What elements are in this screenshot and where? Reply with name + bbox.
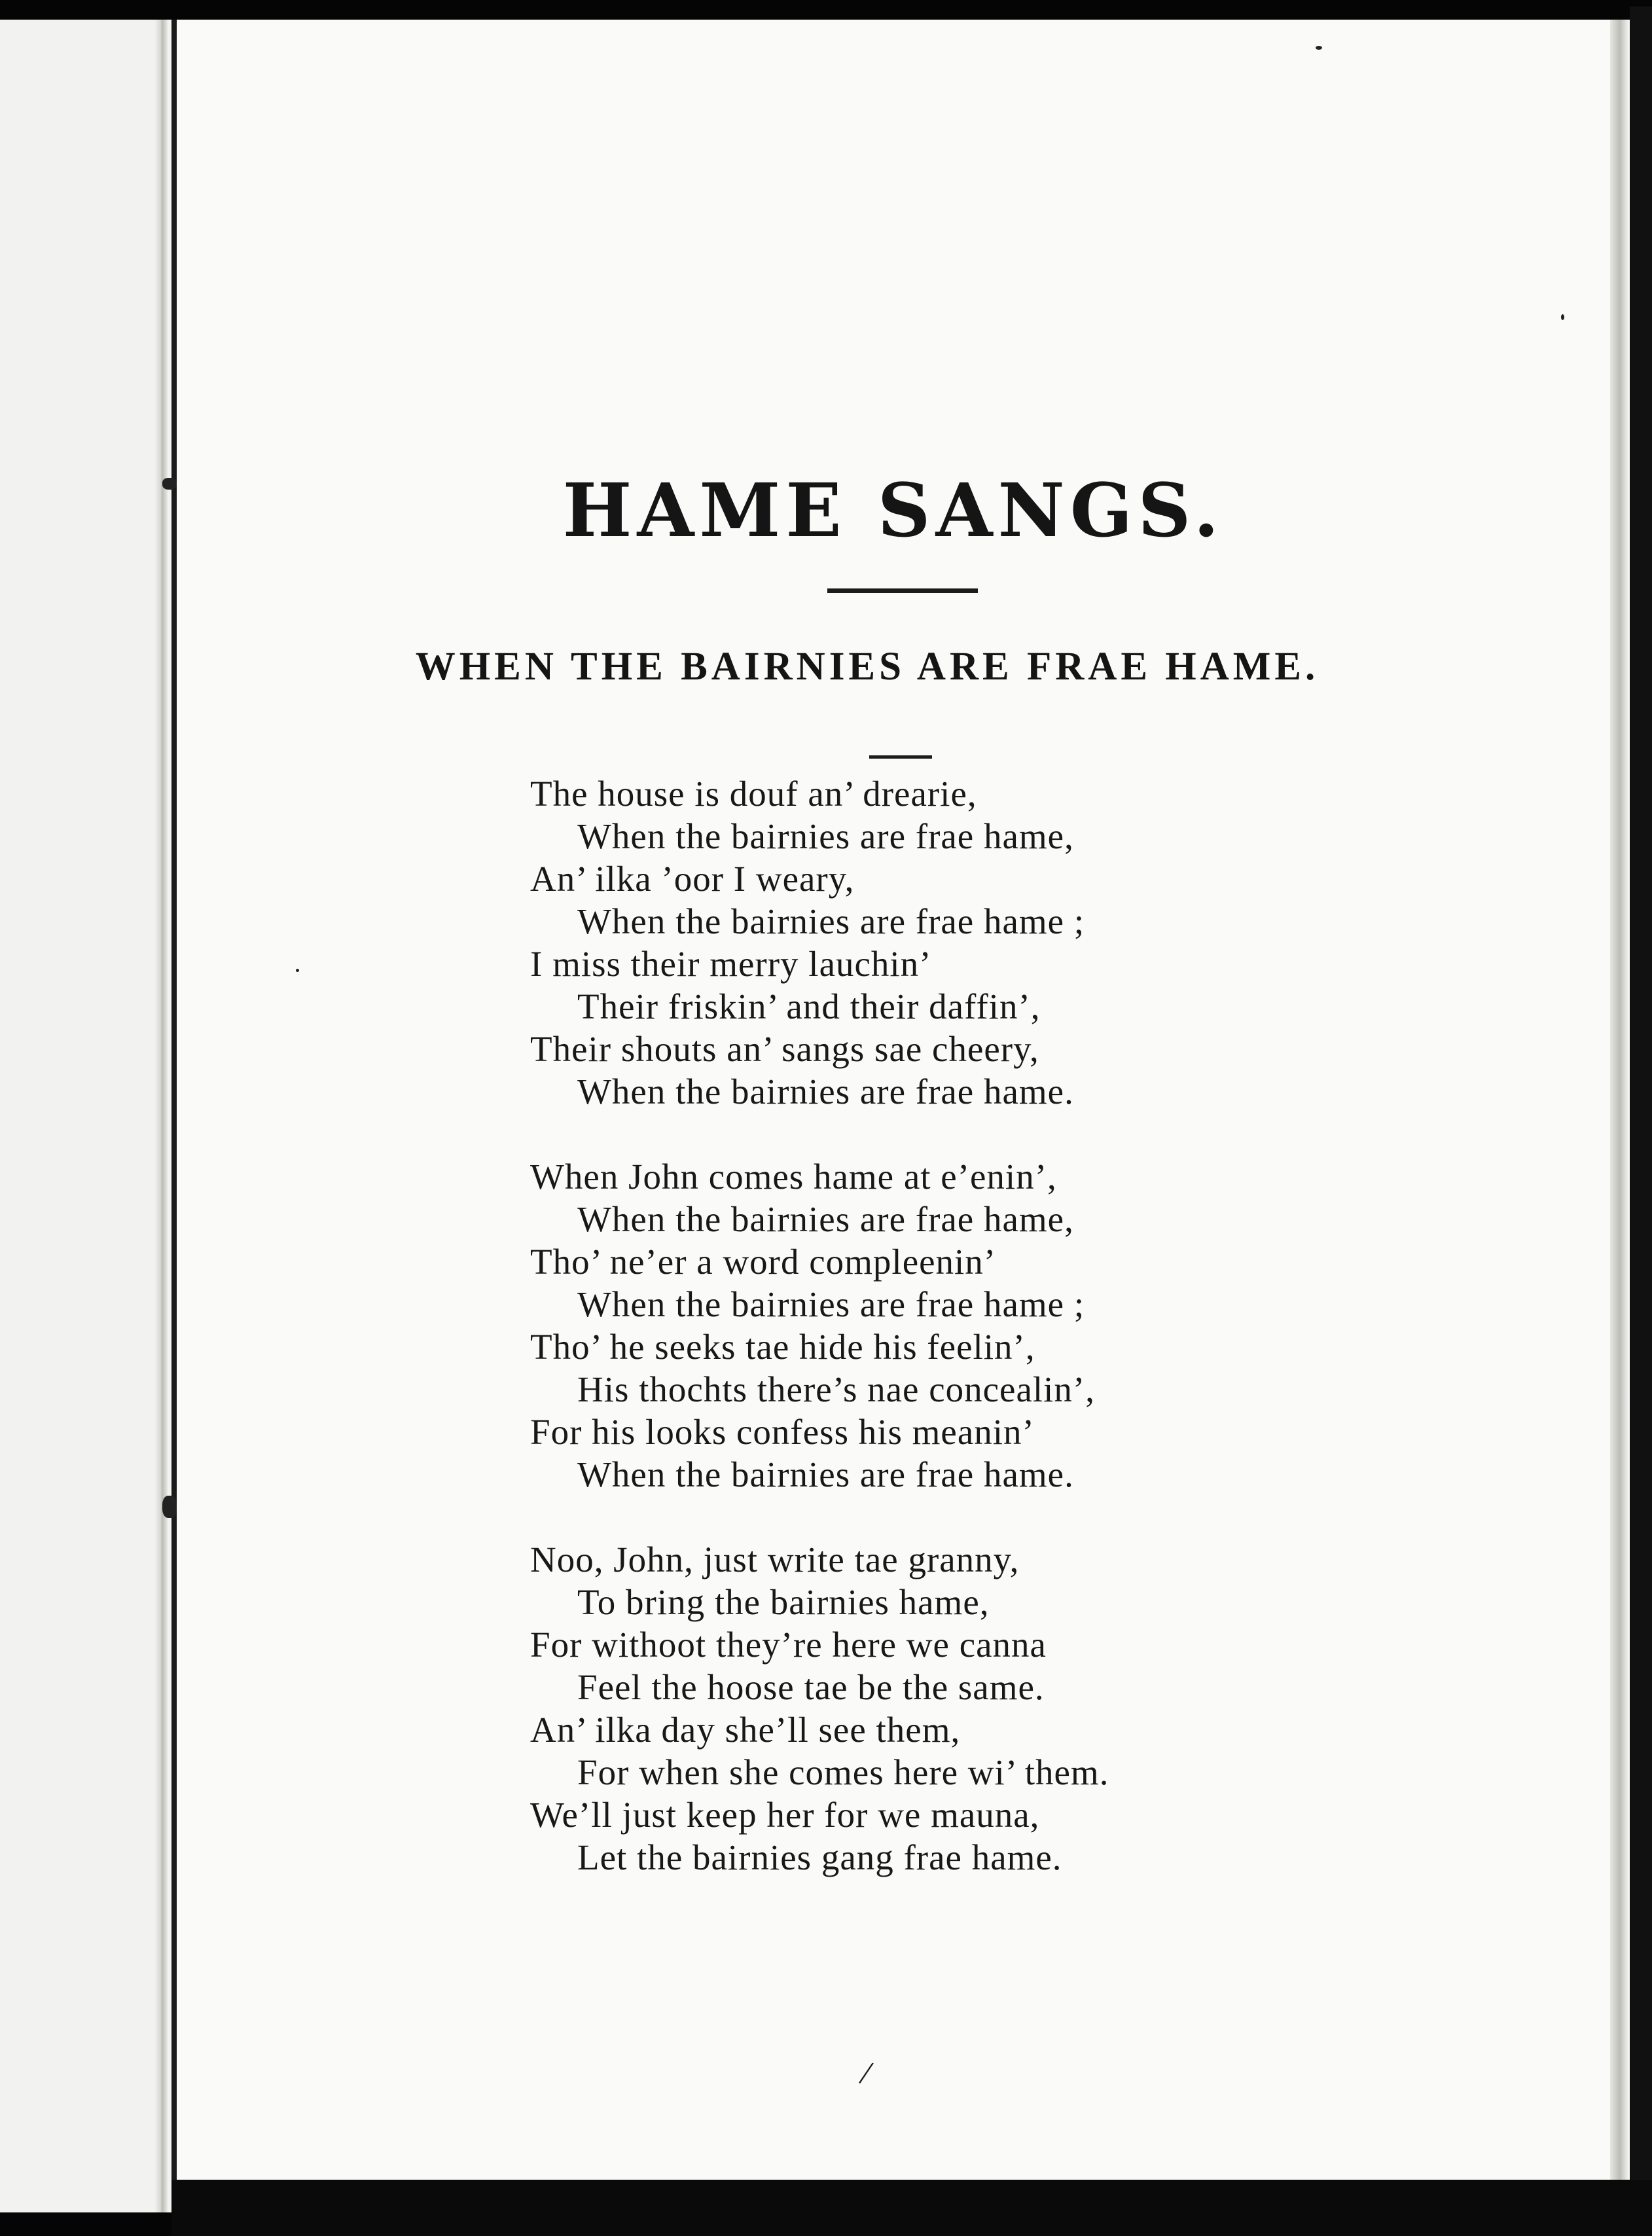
- poem-line: When the bairnies are frae hame ;: [577, 901, 1085, 941]
- poem-line: The house is douf an’ drearie,: [530, 774, 977, 814]
- print-speck: [1316, 46, 1322, 50]
- poem-line: I miss their merry lauchin’: [530, 944, 932, 984]
- poem-line: His thochts there’s nae concealin’,: [577, 1369, 1095, 1409]
- poem-line: Noo, John, just write tae granny,: [530, 1540, 1020, 1579]
- folio-mark: /: [856, 2054, 876, 2093]
- poem-line: When the bairnies are frae hame.: [577, 1072, 1074, 1111]
- poem-line: When the bairnies are frae hame,: [577, 1199, 1074, 1239]
- poem-title: WHEN THE BAIRNIES ARE FRAE HAME.: [415, 645, 1320, 689]
- poem-title-rule: [869, 755, 932, 759]
- poem-line: Tho’ he seeks tae hide his feelin’,: [530, 1327, 1035, 1367]
- poem-line: We’ll just keep her for we mauna,: [530, 1795, 1040, 1835]
- print-speck: [296, 969, 299, 972]
- poem-line: Their friskin’ and their daffin’,: [577, 986, 1041, 1026]
- poem-line: Let the bairnies gang frae hame.: [577, 1837, 1062, 1877]
- scan-border: [171, 2180, 1652, 2236]
- poem-line: When the bairnies are frae hame.: [577, 1454, 1074, 1494]
- poem-line: An’ ilka ’oor I weary,: [530, 859, 855, 899]
- poem-line: When John comes hame at e’enin’,: [530, 1157, 1057, 1197]
- binding-gutter: [154, 20, 168, 2212]
- poem-line: When the bairnies are frae hame ;: [577, 1284, 1085, 1324]
- poem-line: Feel the hoose tae be the same.: [577, 1667, 1045, 1707]
- book-page: [177, 20, 1610, 2180]
- poem-line: Tho’ ne’er a word compleenin’: [530, 1242, 997, 1282]
- print-speck: [1561, 314, 1564, 320]
- page-edge: [171, 20, 177, 2212]
- binding-stitch: [162, 478, 177, 490]
- poem-line: For withoot they’re here we canna: [530, 1625, 1047, 1665]
- facing-page-fragment: [0, 20, 171, 2212]
- poem-line: Their shouts an’ sangs sae cheery,: [530, 1029, 1039, 1069]
- poem-body: [530, 772, 1109, 1921]
- poem-stanza: [530, 1538, 1109, 1879]
- binding-stitch: [162, 1496, 177, 1518]
- title-rule: [827, 588, 978, 593]
- poem-line: For his looks confess his meanin’: [530, 1412, 1035, 1452]
- poem-line: To bring the bairnies hame,: [577, 1582, 990, 1622]
- page-fore-edge: [1610, 20, 1630, 2180]
- poem-stanza: [530, 772, 1109, 1113]
- poem-stanza: [530, 1155, 1109, 1496]
- poem-line: An’ ilka day she’ll see them,: [530, 1710, 961, 1750]
- poem-line: For when she comes here wi’ them.: [577, 1752, 1109, 1792]
- poem-line: When the bairnies are frae hame,: [577, 816, 1074, 856]
- book-title: HAME SANGS.: [562, 468, 1225, 554]
- scan-border: [1630, 7, 1652, 2236]
